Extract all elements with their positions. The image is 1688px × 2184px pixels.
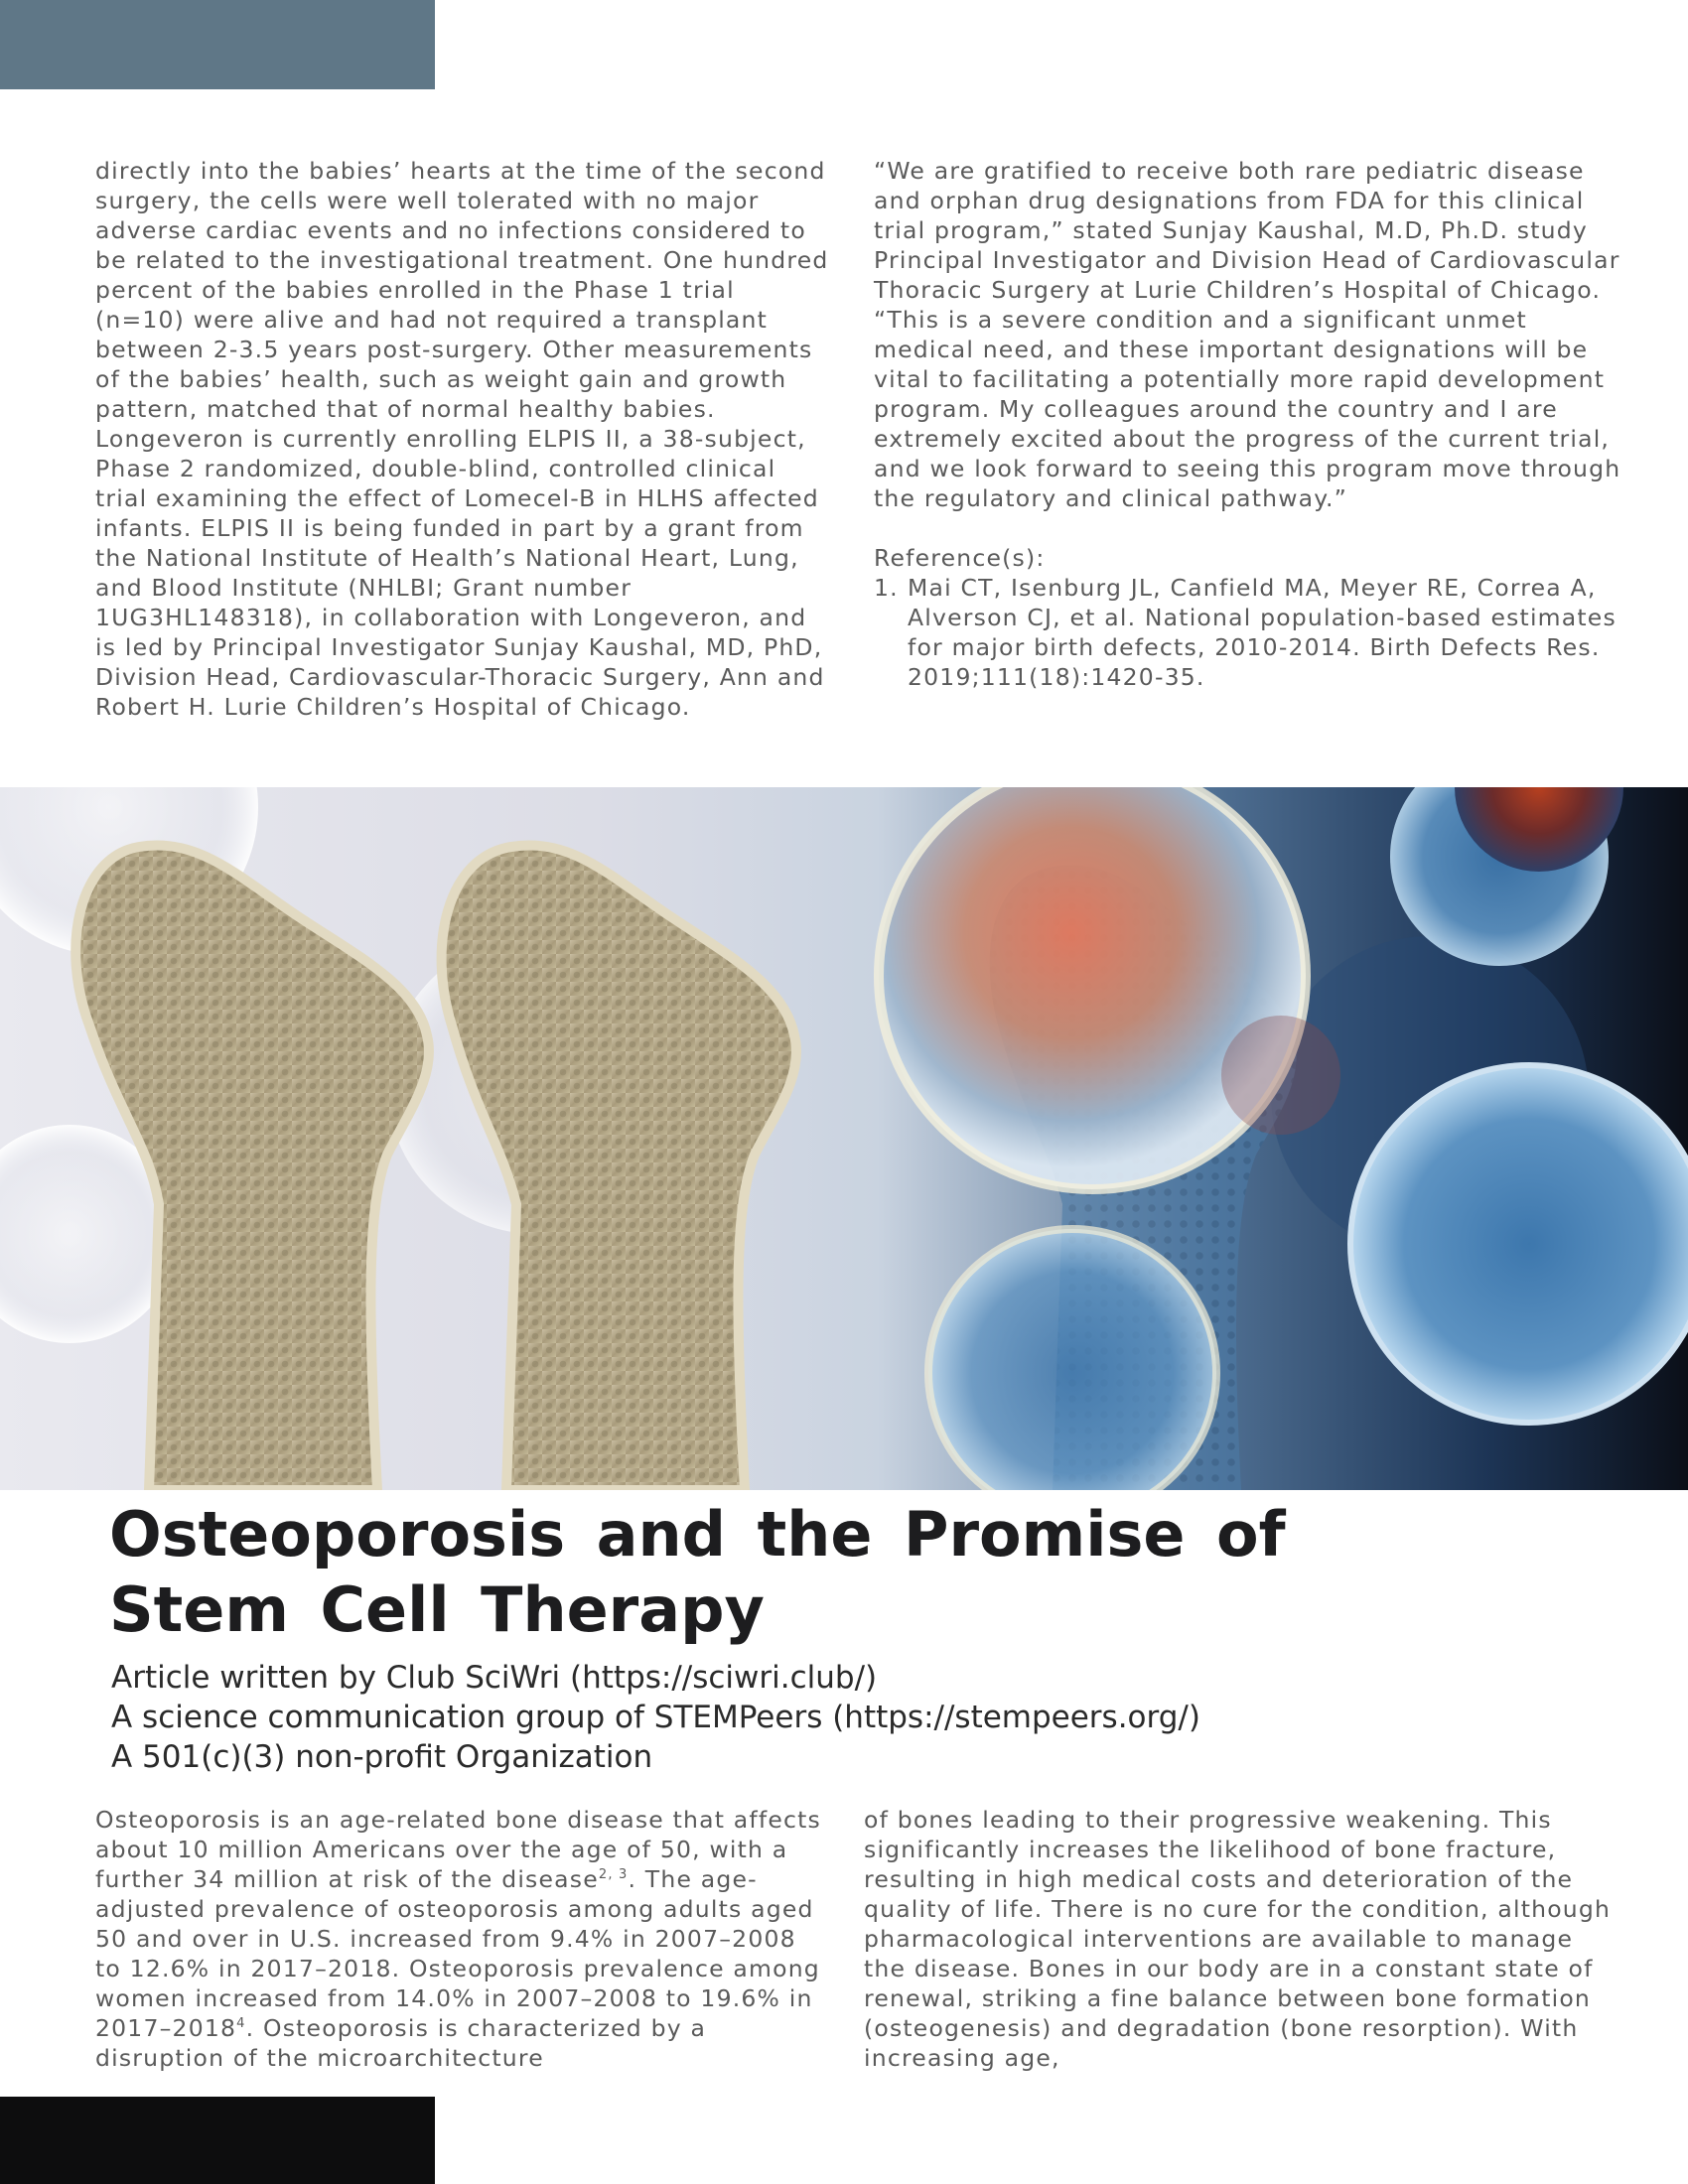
article-title <box>109 1497 1400 1648</box>
intro-paragraph <box>95 1805 830 2073</box>
byline-org: A 501(c)(3) non-profit Organization <box>111 1739 653 1775</box>
body-paragraph: of bones leading to their progressive weakening. This significantly increases the likelihood of bone fracture, resulting in high medical costs and deterioration of the quality of life. There is no cure for the condition, although pharmacological interventions are available to manage the disease. Bones in our body are in a constant state of renewal, striking a fine balance between bone formation (osteogenesis) and degradation (bone resorption). With increasing age, <box>864 1806 1612 2072</box>
hero-image-bones-and-stem-cells <box>0 787 1688 1490</box>
article-right-column <box>864 1805 1618 2073</box>
intro-text: Osteoporosis is an age-related bone disease that affects about 10 million Americans over the age of 50, with a further 34 million at risk of the disease <box>95 1806 821 1893</box>
hero-illustration <box>0 787 1688 1490</box>
references-heading: Reference(s): <box>874 544 1046 572</box>
citation-marker: 2, 3 <box>598 1867 629 1883</box>
citation-marker: 4 <box>236 2016 246 2032</box>
title-line-2: Stem Cell Therapy <box>109 1573 765 1646</box>
intro-text: . Osteoporosis is characterized by a disruption of the microarchitecture <box>95 2014 707 2072</box>
quote-paragraph: “We are gratified to receive both rare pediatric disease and orphan drug designations from FDA for this clinical trial program,” stated Sunjay Kaushal, M.D, Ph.D. study Principal Investigator and Division Head of Cardiovascular Thoracic Surgery at Lurie Children’s Hospital of Chicago. “This is a severe condition and a significant unmet medical need, and these important designations will be vital to facilitating a potentially more rapid development program. My colleagues around the country and I are extremely excited about the progress of the current trial, and we look forward to seeing this program move through the regulatory and clinical pathway.” <box>874 157 1621 512</box>
title-line-1: Osteoporosis and the Promise of <box>109 1498 1286 1570</box>
reference-number: 1. <box>874 574 899 602</box>
article-byline <box>111 1658 1501 1777</box>
reference-item <box>874 573 1628 692</box>
article-left-column <box>95 1805 830 2073</box>
reference-text: Mai CT, Isenburg JL, Canfield MA, Meyer RE, Correa A, Alverson CJ, et al. National population-based estimates for major birth defects, 2010-2014. Birth Defects Res. 2019;111(18):1420-35. <box>908 574 1617 691</box>
top-right-column <box>874 156 1628 692</box>
byline-author: Article written by Club SciWri (https://sciwri.club/) <box>111 1660 878 1696</box>
header-accent-bar <box>0 0 435 89</box>
top-left-column <box>95 156 830 722</box>
footer-accent-bar <box>0 2097 435 2184</box>
byline-group: A science communication group of STEMPeers (https://stempeers.org/) <box>111 1700 1200 1735</box>
body-paragraph: directly into the babies’ hearts at the time of the second surgery, the cells were well tolerated with no major adverse cardiac events and no infections considered to be related to the investigational treatment. One hundred percent of the babies enrolled in the Phase 1 trial (n=10) were alive and had not required a transplant between 2-3.5 years post-surgery. Other measurements of the babies’ health, such as weight gain and growth pattern, matched that of normal healthy babies. Longeveron is currently enrolling ELPIS II, a 38-subject, Phase 2 randomized, double-blind, controlled clinical trial examining the effect of Lomecel-B in HLHS affected infants. ELPIS II is being funded in part by a grant from the National Institute of Health’s National Heart, Lung, and Blood Institute (NHLBI; Grant number 1UG3HL148318), in collaboration with Longeveron, and is led by Principal Investigator Sunjay Kaushal, MD, PhD, Division Head, Cardiovascular-Thoracic Surgery, Ann and Robert H. Lurie Children’s Hospital of Chicago. <box>95 157 829 721</box>
intro-text: . The age-adjusted prevalence of osteoporosis among adults aged 50 and over in U.S. increased from 9.4% in 2007–2008 to 12.6% in 2017–2018. Osteoporosis prevalence among women increased from 14.0% in 2007–2008 to 19.6% in 2017–2018 <box>95 1865 820 2042</box>
